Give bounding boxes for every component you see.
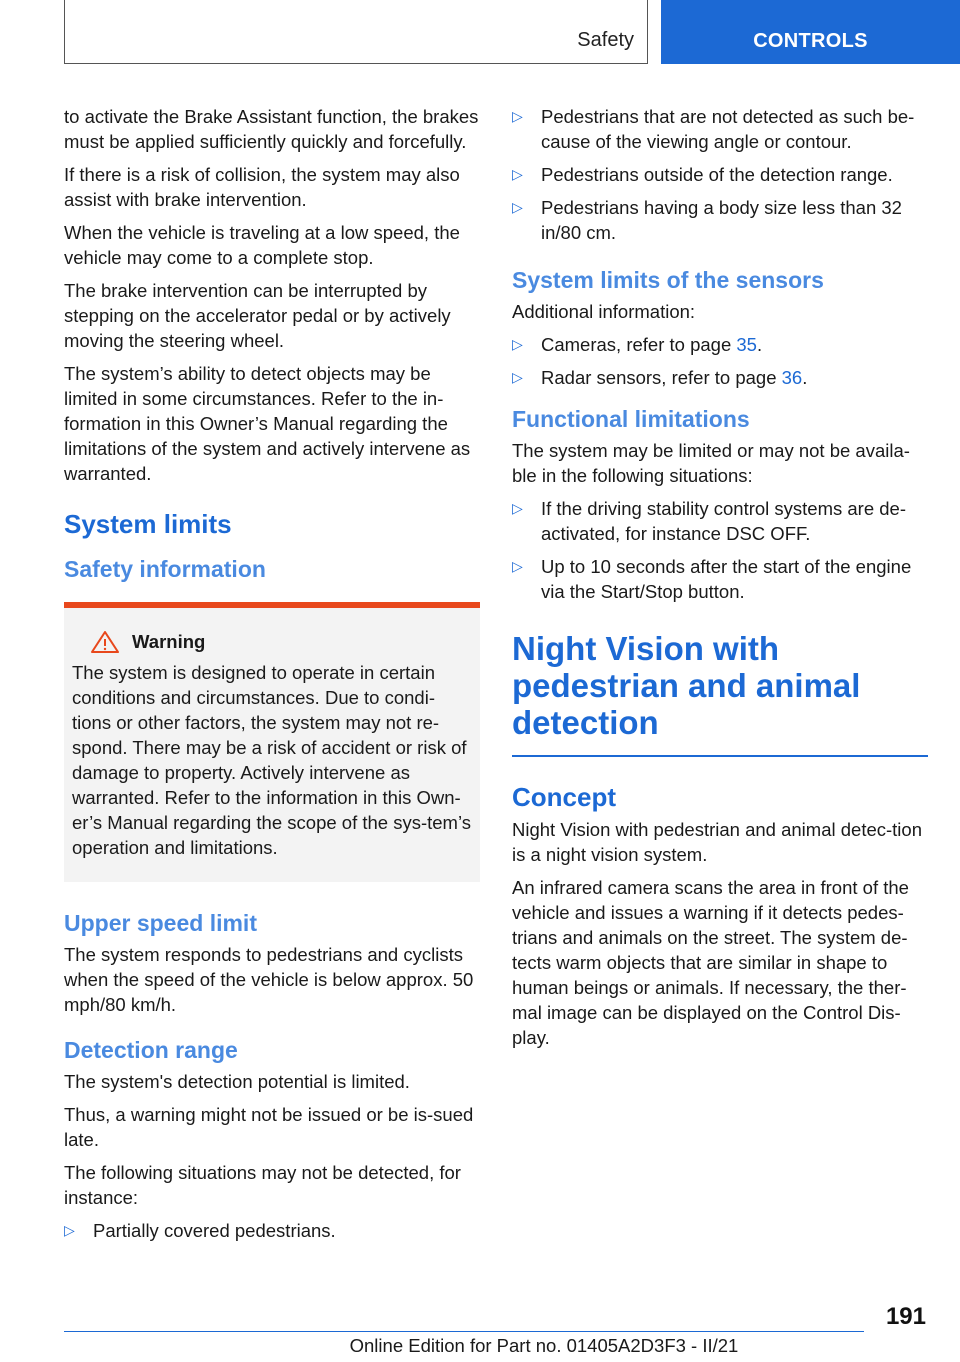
warning-text: The system is designed to operate in certain conditions and circumstances. Due to condi-tions or other factors, the system may not re-spond. There may be a risk of accident or risk of damage to property. Actively intervene as warranted. Refer to the information in this Own-er’s Manual regarding the scope of the sys-tem’s operation and limitations.	[72, 662, 471, 858]
page-number: 191	[885, 1303, 926, 1330]
list-item: ▷ Pedestrians having a body size less than 32 in/80 cm.	[512, 197, 902, 243]
list-item: ▷ Pedestrians that are not detected as such be-cause of the viewing angle or contour.	[512, 106, 915, 152]
paragraph: Additional information:	[512, 301, 696, 322]
bullet-triangle-icon: ▷	[512, 166, 523, 182]
heading-safety-information: Safety information	[64, 556, 266, 582]
right-column	[512, 104, 928, 1058]
paragraph: to activate the Brake Assistant function, the brakes must be applied sufficiently quickly and forcefully.	[64, 106, 479, 152]
warning-triangle-icon	[90, 630, 120, 654]
bullet-triangle-icon: ▷	[512, 500, 523, 516]
detection-list-continued	[512, 104, 928, 245]
list-item: ▷ Cameras, refer to page 35.	[512, 334, 763, 355]
page-link-cameras[interactable]: 35	[736, 334, 757, 355]
paragraph: The following situations may not be detected, for instance:	[64, 1162, 461, 1208]
paragraph: If there is a risk of collision, the system may also assist with brake intervention.	[64, 164, 460, 210]
heading-functional-limitations: Functional limitations	[512, 406, 750, 432]
warning-header	[72, 630, 472, 654]
paragraph: The system's detection potential is limited.	[64, 1071, 410, 1092]
list-item: ▷ If the driving stability control systems are de-activated, for instance DSC OFF.	[512, 498, 907, 544]
header-chapter-tab[interactable]: CONTROLS	[661, 0, 960, 64]
list-item: ▷ Pedestrians outside of the detection range.	[512, 164, 893, 185]
heading-upper-speed-limit: Upper speed limit	[64, 910, 257, 936]
footer-edition: Online Edition for Part no. 01405A2D3F3 - II/21	[349, 1335, 739, 1356]
bullet-triangle-icon: ▷	[64, 1222, 75, 1238]
paragraph: The system responds to pedestrians and cyclists when the speed of the vehicle is below approx. 50 mph/80 km/h.	[64, 944, 474, 1015]
header-section-title: Safety	[577, 29, 634, 51]
header-frame	[64, 0, 648, 64]
paragraph: Night Vision with pedestrian and animal detec-tion is a night vision system.	[512, 819, 922, 865]
page-link-radar[interactable]: 36	[781, 367, 803, 388]
footer-divider	[64, 1331, 864, 1332]
sensor-list	[512, 332, 928, 390]
paragraph: The system’s ability to detect objects may be limited in some circumstances. Refer to the in-formation in this Owner’s Manual regarding the limitations of the system and actively intervene as warranted.	[64, 363, 471, 484]
bullet-triangle-icon: ▷	[512, 108, 523, 124]
heading-sensor-limits: System limits of the sensors	[512, 267, 824, 293]
bullet-triangle-icon: ▷	[512, 369, 523, 385]
bullet-triangle-icon: ▷	[512, 336, 523, 352]
heading-system-limits: System limits	[64, 509, 232, 539]
bullet-triangle-icon: ▷	[512, 199, 523, 215]
paragraph: When the vehicle is traveling at a low speed, the vehicle may come to a complete stop.	[64, 222, 460, 268]
paragraph: The system may be limited or may not be availa-ble in the following situations:	[512, 440, 910, 486]
bullet-triangle-icon: ▷	[512, 558, 523, 574]
heading-concept: Concept	[512, 782, 616, 812]
paragraph: An infrared camera scans the area in front of the vehicle and issues a warning if it detects pedes-trians and animals on the street. The system de-tects warm objects that are similar in shape to human beings or animals. If necessary, the ther-mal image can be displayed on the Control Dis-play.	[512, 877, 909, 1048]
detection-list	[64, 1218, 480, 1243]
heading-detection-range: Detection range	[64, 1037, 238, 1063]
warning-box	[64, 602, 480, 882]
list-item: ▷ Radar sensors, refer to page 36.	[512, 367, 808, 388]
paragraph: The brake intervention can be interrupted by stepping on the accelerator pedal or by actively moving the steering wheel.	[64, 280, 451, 351]
warning-title: Warning	[132, 631, 206, 652]
paragraph: Thus, a warning might not be issued or be is-sued late.	[64, 1104, 474, 1150]
list-item: ▷ Partially covered pedestrians.	[64, 1220, 336, 1241]
list-item: ▷ Up to 10 seconds after the start of the engine via the Start/Stop button.	[512, 556, 912, 602]
heading-night-vision: Night Vision with pedestrian and animal detection	[512, 630, 928, 757]
left-column	[64, 104, 480, 1251]
functional-list	[512, 496, 928, 604]
